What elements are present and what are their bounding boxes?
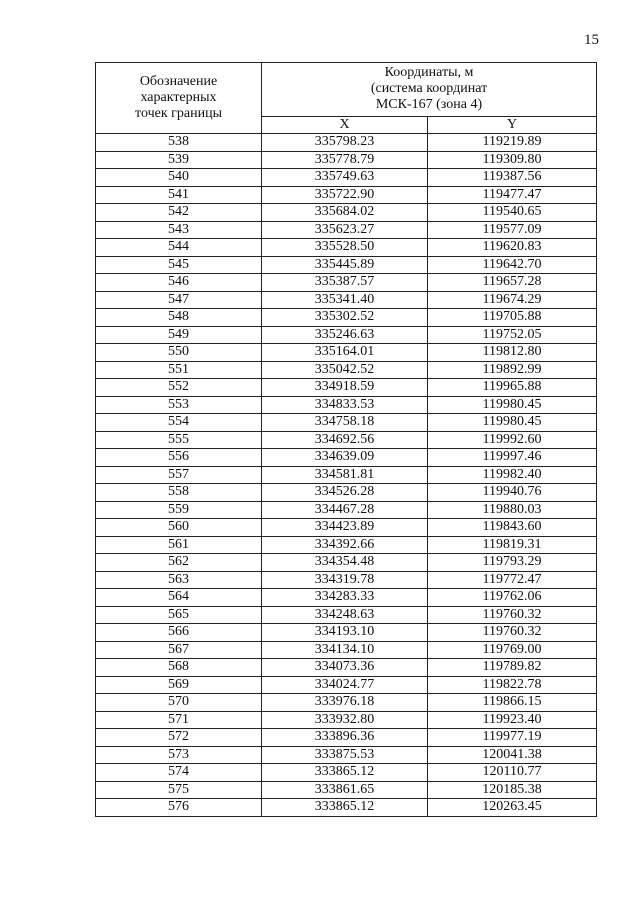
table-row	[96, 309, 597, 327]
x-cell: 335623.27	[262, 221, 428, 239]
x-cell: 333865.12	[262, 799, 428, 817]
x-cell: 334134.10	[262, 641, 428, 659]
table-row	[96, 571, 597, 589]
table-row	[96, 554, 597, 572]
x-cell: 335528.50	[262, 239, 428, 257]
y-cell: 119760.32	[428, 624, 597, 642]
point-cell: 540	[96, 169, 262, 187]
x-cell: 334024.77	[262, 676, 428, 694]
y-cell: 119880.03	[428, 501, 597, 519]
y-cell: 120185.38	[428, 781, 597, 799]
point-cell: 570	[96, 694, 262, 712]
x-cell: 334354.48	[262, 554, 428, 572]
x-cell: 335798.23	[262, 134, 428, 152]
table-row	[96, 589, 597, 607]
table-row	[96, 781, 597, 799]
y-cell: 119997.46	[428, 449, 597, 467]
table-row	[96, 466, 597, 484]
point-cell: 552	[96, 379, 262, 397]
table-row	[96, 746, 597, 764]
x-cell: 334283.33	[262, 589, 428, 607]
x-cell: 335778.79	[262, 151, 428, 169]
table-row	[96, 326, 597, 344]
point-cell: 558	[96, 484, 262, 502]
x-cell: 334758.18	[262, 414, 428, 432]
x-cell: 333875.53	[262, 746, 428, 764]
point-cell: 561	[96, 536, 262, 554]
table-row	[96, 519, 597, 537]
y-cell: 119769.00	[428, 641, 597, 659]
point-column-header	[96, 63, 262, 134]
table-row	[96, 431, 597, 449]
y-cell: 119772.47	[428, 571, 597, 589]
x-cell: 334467.28	[262, 501, 428, 519]
point-cell: 560	[96, 519, 262, 537]
y-cell: 119793.29	[428, 554, 597, 572]
x-cell: 335387.57	[262, 274, 428, 292]
point-cell: 564	[96, 589, 262, 607]
table-row	[96, 256, 597, 274]
point-cell: 575	[96, 781, 262, 799]
x-cell: 333865.12	[262, 764, 428, 782]
y-cell: 119819.31	[428, 536, 597, 554]
table-row	[96, 484, 597, 502]
y-cell: 119812.80	[428, 344, 597, 362]
x-cell: 334833.53	[262, 396, 428, 414]
y-cell: 119387.56	[428, 169, 597, 187]
table-row	[96, 799, 597, 817]
x-cell: 335302.52	[262, 309, 428, 327]
x-cell: 334319.78	[262, 571, 428, 589]
x-cell: 333861.65	[262, 781, 428, 799]
x-cell: 334392.66	[262, 536, 428, 554]
point-cell: 541	[96, 186, 262, 204]
table-row	[96, 239, 597, 257]
point-cell: 557	[96, 466, 262, 484]
point-header-line: характерных	[140, 90, 217, 105]
table-row	[96, 764, 597, 782]
table-row	[96, 169, 597, 187]
y-cell: 119762.06	[428, 589, 597, 607]
point-cell: 567	[96, 641, 262, 659]
point-cell: 548	[96, 309, 262, 327]
table-row	[96, 501, 597, 519]
point-cell: 550	[96, 344, 262, 362]
y-cell: 119705.88	[428, 309, 597, 327]
x-cell: 335445.89	[262, 256, 428, 274]
coords-header-line: Координаты, м	[384, 65, 474, 81]
y-cell: 119866.15	[428, 694, 597, 712]
point-cell: 551	[96, 361, 262, 379]
point-cell: 545	[96, 256, 262, 274]
y-cell: 119892.99	[428, 361, 597, 379]
point-header-line: Обозначение	[139, 74, 218, 89]
y-cell: 119657.28	[428, 274, 597, 292]
point-cell: 555	[96, 431, 262, 449]
point-cell: 538	[96, 134, 262, 152]
table-body	[96, 134, 597, 817]
point-cell: 544	[96, 239, 262, 257]
x-cell: 335684.02	[262, 204, 428, 222]
point-cell: 547	[96, 291, 262, 309]
x-column-header: X	[262, 116, 428, 133]
table-header	[96, 63, 597, 134]
table-row	[96, 204, 597, 222]
point-cell: 565	[96, 606, 262, 624]
point-cell: 549	[96, 326, 262, 344]
x-cell: 334423.89	[262, 519, 428, 537]
table-row	[96, 396, 597, 414]
table-row	[96, 729, 597, 747]
point-cell: 566	[96, 624, 262, 642]
table-row	[96, 449, 597, 467]
point-cell: 563	[96, 571, 262, 589]
y-cell: 119965.88	[428, 379, 597, 397]
y-cell: 119309.80	[428, 151, 597, 169]
x-cell: 335749.63	[262, 169, 428, 187]
point-cell: 562	[96, 554, 262, 572]
x-cell: 335341.40	[262, 291, 428, 309]
point-cell: 554	[96, 414, 262, 432]
y-cell: 119219.89	[428, 134, 597, 152]
point-cell: 569	[96, 676, 262, 694]
coords-header-line: МСК-167 (зона 4)	[375, 97, 483, 113]
y-cell: 120110.77	[428, 764, 597, 782]
y-cell: 120041.38	[428, 746, 597, 764]
point-cell: 571	[96, 711, 262, 729]
y-cell: 119752.05	[428, 326, 597, 344]
x-cell: 333932.80	[262, 711, 428, 729]
x-cell: 335246.63	[262, 326, 428, 344]
table-row	[96, 186, 597, 204]
y-cell: 119980.45	[428, 414, 597, 432]
y-cell: 120263.45	[428, 799, 597, 817]
point-cell: 542	[96, 204, 262, 222]
y-cell: 119992.60	[428, 431, 597, 449]
coords-header-line: (система координат	[370, 81, 488, 97]
table-row	[96, 606, 597, 624]
x-cell: 334581.81	[262, 466, 428, 484]
y-cell: 119642.70	[428, 256, 597, 274]
x-cell: 334193.10	[262, 624, 428, 642]
point-cell: 574	[96, 764, 262, 782]
y-cell: 119674.29	[428, 291, 597, 309]
y-column-header: Y	[428, 116, 597, 133]
table-row	[96, 694, 597, 712]
table-row	[96, 344, 597, 362]
x-cell: 335722.90	[262, 186, 428, 204]
x-cell: 335164.01	[262, 344, 428, 362]
table-row	[96, 291, 597, 309]
table-row	[96, 151, 597, 169]
x-cell: 333896.36	[262, 729, 428, 747]
x-cell: 334918.59	[262, 379, 428, 397]
coordinates-group-header	[262, 63, 597, 117]
point-header-line: точек границы	[135, 106, 222, 121]
x-cell: 334073.36	[262, 659, 428, 677]
point-cell: 546	[96, 274, 262, 292]
y-cell: 119620.83	[428, 239, 597, 257]
table-row	[96, 414, 597, 432]
x-cell: 333976.18	[262, 694, 428, 712]
table-row	[96, 221, 597, 239]
x-cell: 334248.63	[262, 606, 428, 624]
page-number: 15	[584, 32, 599, 48]
point-cell: 572	[96, 729, 262, 747]
y-cell: 119977.19	[428, 729, 597, 747]
y-cell: 119477.47	[428, 186, 597, 204]
y-cell: 119540.65	[428, 204, 597, 222]
table-row	[96, 711, 597, 729]
table-row	[96, 274, 597, 292]
point-cell: 553	[96, 396, 262, 414]
point-cell: 576	[96, 799, 262, 817]
x-cell: 334639.09	[262, 449, 428, 467]
y-cell: 119577.09	[428, 221, 597, 239]
point-cell: 568	[96, 659, 262, 677]
table-row	[96, 676, 597, 694]
y-cell: 119980.45	[428, 396, 597, 414]
x-cell: 335042.52	[262, 361, 428, 379]
y-cell: 119843.60	[428, 519, 597, 537]
table-row	[96, 659, 597, 677]
coordinates-table	[95, 62, 597, 817]
point-cell: 543	[96, 221, 262, 239]
y-cell: 119789.82	[428, 659, 597, 677]
table-row	[96, 536, 597, 554]
table-row	[96, 641, 597, 659]
table-row	[96, 361, 597, 379]
table-row	[96, 134, 597, 152]
x-cell: 334526.28	[262, 484, 428, 502]
point-cell: 559	[96, 501, 262, 519]
point-cell: 556	[96, 449, 262, 467]
y-cell: 119982.40	[428, 466, 597, 484]
point-cell: 573	[96, 746, 262, 764]
y-cell: 119822.78	[428, 676, 597, 694]
point-cell: 539	[96, 151, 262, 169]
y-cell: 119760.32	[428, 606, 597, 624]
table-row	[96, 379, 597, 397]
y-cell: 119923.40	[428, 711, 597, 729]
table-row	[96, 624, 597, 642]
y-cell: 119940.76	[428, 484, 597, 502]
x-cell: 334692.56	[262, 431, 428, 449]
